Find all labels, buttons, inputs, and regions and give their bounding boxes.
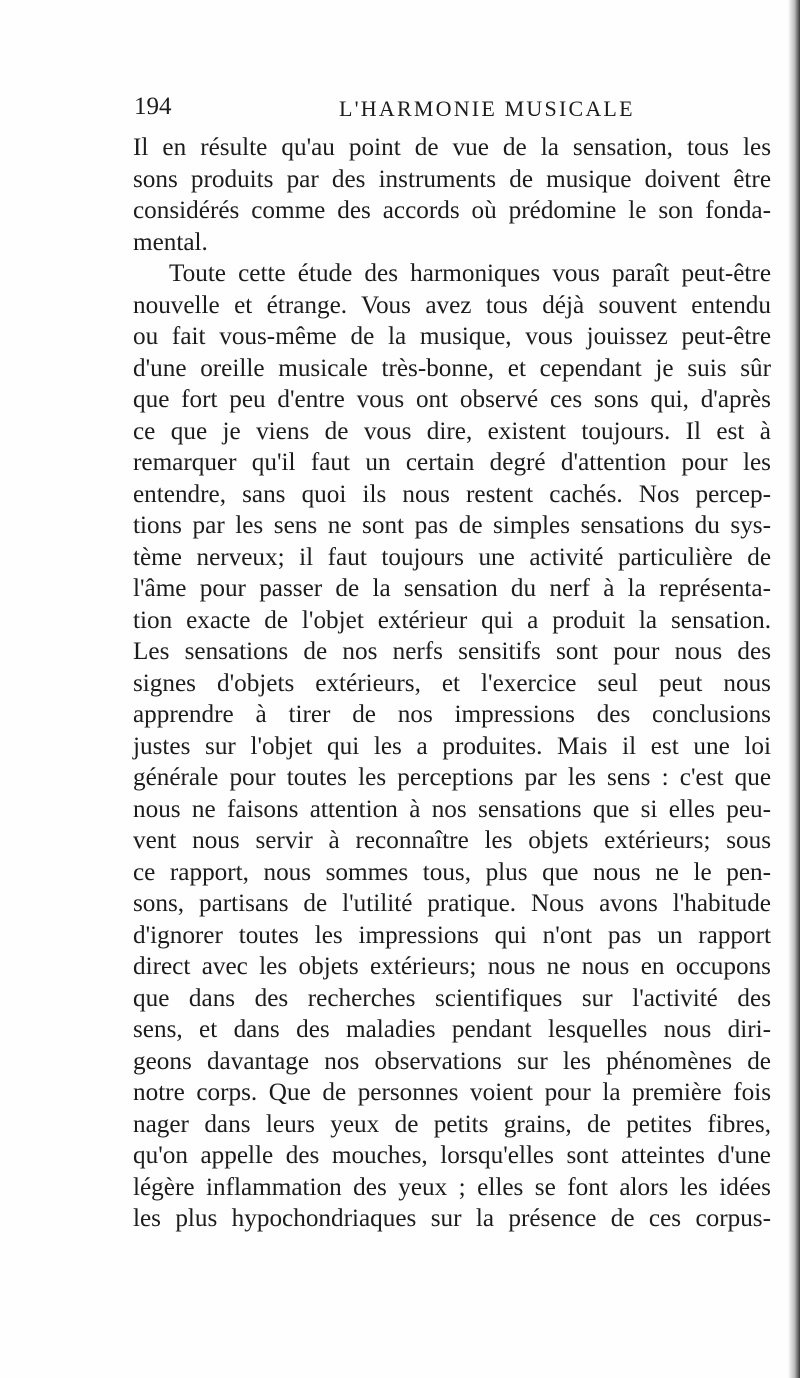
text-line: direct avec les objets extérieurs; nous ne nous en occupons xyxy=(133,953,771,980)
text-line: justes sur l'objet qui les a produites. Mais il est une loi xyxy=(133,732,771,760)
text-line: mental. xyxy=(133,228,208,256)
text-line: entendre, sans quoi ils nous restent cachés. Nos percep- xyxy=(133,480,771,508)
text-line: générale pour toutes les perceptions par les sens : c'est que xyxy=(133,764,771,791)
text-line: tème nerveux; il faut toujours une activité particulière de xyxy=(133,543,771,571)
text-line: l'âme pour passer de la sensation du nerf à la représenta- xyxy=(133,575,771,602)
text-line: sons, partisans de l'utilité pratique. Nous avons l'habitude xyxy=(133,890,771,917)
text-line: vent nous servir à reconnaître les objets extérieurs; sous xyxy=(133,827,771,854)
running-head xyxy=(134,92,764,122)
text-line: d'une oreille musicale très-bonne, et cependant je suis sûr xyxy=(133,354,771,382)
text-line: ou fait vous-même de la musique, vous jouissez peut-être xyxy=(133,323,771,350)
paragraph-2 xyxy=(133,258,771,1235)
text-line: tion exacte de l'objet extérieur qui a produit la sensation. xyxy=(133,606,771,634)
text-line: Toute cette étude des harmoniques vous paraît peut-être xyxy=(169,260,771,287)
text-line: que fort peu d'entre vous ont observé ces sons qui, d'après xyxy=(133,386,771,413)
text-line: geons davantage nos observations sur les phénomènes de xyxy=(133,1047,771,1075)
text-line: signes d'objets extérieurs, et l'exercice seul peut nous xyxy=(133,669,771,697)
text-line: Les sensations de nos nerfs sensitifs sont pour nous des xyxy=(133,638,771,665)
text-line: notre corps. Que de personnes voient pour la première fois xyxy=(133,1079,771,1106)
text-line: nous ne faisons attention à nos sensations que si elles peu- xyxy=(133,795,771,823)
text-line: légère inflammation des yeux ; elles se font alors les idées xyxy=(133,1173,771,1201)
page-number: 194 xyxy=(134,93,172,120)
text-line: apprendre à tirer de nos impressions des conclusions xyxy=(133,701,771,728)
page-edge-shadow xyxy=(788,0,800,1378)
running-title: L'HARMONIE MUSICALE xyxy=(339,96,635,121)
text-line: les plus hypochondriaques sur la présence de ces corpus- xyxy=(133,1205,771,1232)
text-line: nager dans leurs yeux de petits grains, de petites fibres, xyxy=(133,1110,771,1138)
text-line: considérés comme des accords où prédomine le son fonda- xyxy=(133,197,771,224)
paragraph-1 xyxy=(133,132,771,258)
text-line: remarquer qu'il faut un certain degré d'attention pour les xyxy=(133,449,771,476)
text-line: que dans des recherches scientifiques sur l'activité des xyxy=(133,984,771,1012)
text-line: nouvelle et étrange. Vous avez tous déjà souvent entendu xyxy=(133,291,771,319)
text-line: sens, et dans des maladies pendant lesquelles nous diri- xyxy=(133,1016,771,1043)
text-line: tions par les sens ne sont pas de simples sensations du sys- xyxy=(133,512,771,539)
text-line: ce que je viens de vous dire, existent toujours. Il est à xyxy=(133,417,771,445)
text-line: ce rapport, nous sommes tous, plus que nous ne le pen- xyxy=(133,858,771,886)
text-line: Il en résulte qu'au point de vue de la sensation, tous les xyxy=(133,134,771,161)
text-line: d'ignorer toutes les impressions qui n'ont pas un rapport xyxy=(133,921,771,949)
text-line: qu'on appelle des mouches, lorsqu'elles sont atteintes d'une xyxy=(133,1142,771,1169)
body-text xyxy=(133,132,771,1235)
text-line: sons produits par des instruments de musique doivent être xyxy=(133,165,771,193)
